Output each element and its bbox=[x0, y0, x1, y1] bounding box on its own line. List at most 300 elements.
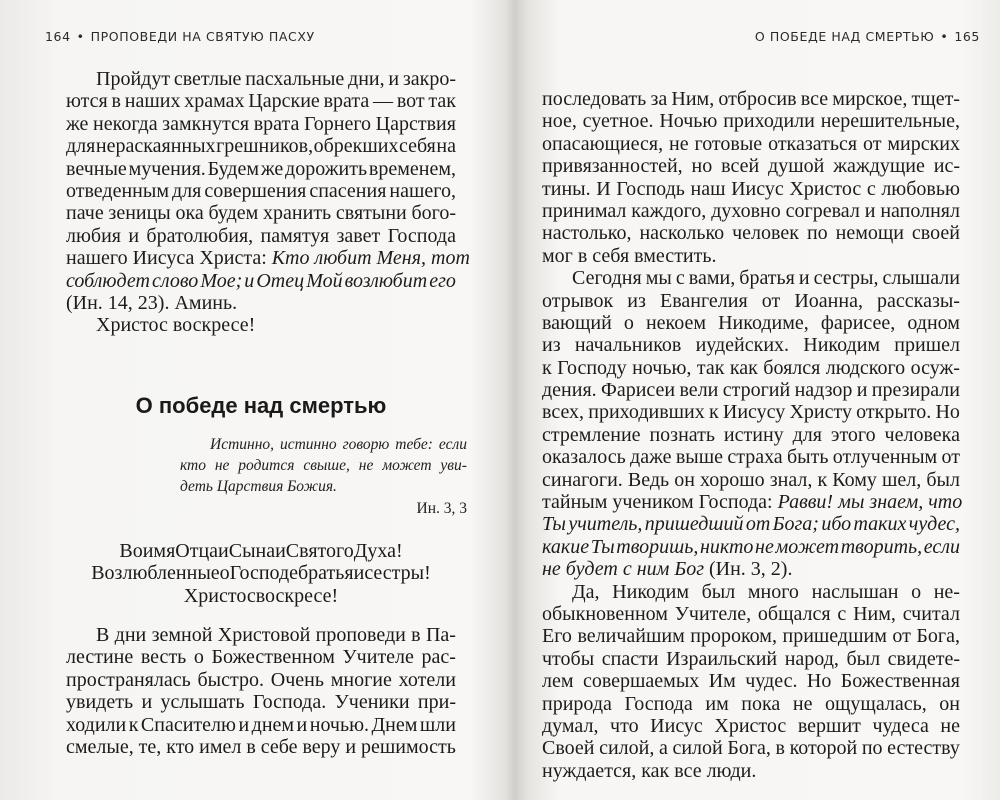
word: его bbox=[429, 269, 456, 292]
word: ночью, bbox=[632, 356, 692, 379]
scripture-quote-line bbox=[542, 513, 960, 535]
word: уви- bbox=[440, 457, 467, 474]
word: суетное. bbox=[582, 110, 654, 133]
word: Спасителю bbox=[140, 713, 236, 736]
scripture-quote-line bbox=[66, 270, 456, 292]
word: Истинно, bbox=[210, 436, 275, 453]
word: из bbox=[542, 334, 561, 357]
word: Но bbox=[806, 670, 832, 693]
word: быстро. bbox=[197, 668, 264, 691]
word: некоем bbox=[645, 311, 707, 334]
word: наслышан bbox=[811, 580, 899, 603]
text-line bbox=[66, 669, 456, 691]
word: ощущалась, bbox=[825, 692, 927, 715]
word: в bbox=[411, 624, 421, 646]
scripture-reference: (Ин. 3, 2). bbox=[704, 558, 793, 581]
word: от bbox=[892, 625, 911, 648]
word: дения. bbox=[542, 379, 597, 402]
word: надзор bbox=[794, 379, 853, 402]
word: Царствия bbox=[375, 112, 456, 135]
text-line bbox=[542, 357, 960, 379]
text-line bbox=[542, 581, 960, 603]
word: и bbox=[141, 691, 153, 714]
word: страха bbox=[727, 446, 783, 469]
word: человек bbox=[732, 222, 799, 245]
word: лестине bbox=[66, 646, 134, 669]
word: пасхальные bbox=[245, 68, 345, 90]
word: Никодим bbox=[612, 580, 689, 603]
word: для bbox=[792, 423, 822, 446]
word: Да, bbox=[572, 580, 600, 603]
word: настолько, bbox=[542, 222, 632, 245]
word: о bbox=[193, 646, 204, 669]
word: он bbox=[674, 468, 695, 491]
word: пришел bbox=[894, 334, 960, 357]
text-line bbox=[542, 648, 960, 670]
word: для bbox=[171, 179, 202, 202]
word: фарисее, bbox=[820, 311, 896, 334]
word: будем bbox=[208, 202, 259, 225]
word: кто bbox=[180, 457, 206, 474]
word: имел bbox=[199, 735, 242, 758]
word: наполнял bbox=[880, 199, 960, 222]
word: если bbox=[923, 535, 960, 558]
word: истинно bbox=[279, 436, 337, 453]
word: вами, bbox=[688, 267, 736, 290]
word: о bbox=[911, 580, 922, 603]
text-line: нуждается, как все люди. bbox=[542, 759, 757, 782]
word: величайшим bbox=[577, 625, 685, 648]
word: слово bbox=[151, 269, 199, 292]
text-line bbox=[542, 312, 960, 334]
text-line bbox=[66, 714, 456, 736]
word: может bbox=[775, 535, 840, 558]
epigraph-line bbox=[180, 434, 467, 455]
word: к bbox=[542, 356, 552, 379]
word: зеницы bbox=[108, 202, 171, 225]
word: а bbox=[658, 737, 668, 760]
word: хотели bbox=[398, 668, 456, 691]
word: был bbox=[926, 468, 960, 491]
word: людского bbox=[825, 356, 906, 379]
word: одном bbox=[907, 311, 960, 334]
word: Ним, bbox=[853, 602, 896, 625]
text-line bbox=[542, 737, 960, 759]
word: и bbox=[238, 713, 250, 736]
word: природа bbox=[542, 692, 612, 715]
word: Днем bbox=[371, 713, 418, 736]
word: сестры! bbox=[364, 562, 431, 585]
word: Никодиме, bbox=[718, 311, 809, 334]
scripture-quote: Равви! мы знаем, что bbox=[777, 491, 963, 514]
word: всей bbox=[721, 155, 760, 178]
word: не- bbox=[933, 580, 960, 603]
word: силой, bbox=[599, 737, 655, 760]
word: и bbox=[798, 267, 810, 290]
word: по bbox=[806, 222, 828, 245]
word: иудейских. bbox=[695, 334, 790, 357]
word: Божественном bbox=[211, 646, 335, 669]
word: Ведь bbox=[627, 468, 670, 491]
epigraph-line: деть Царствия Божия. bbox=[180, 478, 337, 495]
word: оказалось bbox=[542, 446, 626, 469]
word: вели bbox=[679, 379, 719, 402]
text-line bbox=[66, 691, 456, 713]
word: Бога, bbox=[916, 625, 960, 648]
word: кто bbox=[166, 735, 195, 758]
left-head-title: ПРОПОВЕДИ НА СВЯТУЮ ПАСХУ bbox=[90, 29, 315, 44]
word: на bbox=[436, 135, 456, 158]
word: не bbox=[792, 692, 813, 715]
text-line bbox=[66, 90, 456, 112]
word: имя bbox=[142, 540, 176, 562]
word: свидете- bbox=[887, 647, 960, 670]
text-line: (Ин. 14, 23). Аминь. bbox=[66, 291, 238, 314]
word: для bbox=[66, 135, 96, 158]
word: услышать bbox=[160, 691, 245, 714]
word: даже bbox=[630, 446, 672, 469]
word: те, bbox=[138, 735, 162, 758]
word: Им bbox=[708, 670, 736, 693]
word: увидеть bbox=[66, 691, 134, 714]
word: не bbox=[940, 714, 960, 737]
word: земной bbox=[151, 624, 213, 646]
text-line bbox=[542, 469, 960, 491]
word: Учителе, bbox=[674, 602, 752, 625]
word: врата bbox=[323, 90, 370, 113]
word: творишь, bbox=[616, 535, 699, 558]
word: в bbox=[775, 737, 785, 760]
greeting-line bbox=[66, 585, 456, 607]
word: тины. bbox=[542, 177, 591, 200]
word: Горнего bbox=[303, 112, 372, 135]
word: от bbox=[862, 132, 882, 155]
word: опасающиеся, bbox=[542, 132, 664, 155]
word: с bbox=[675, 267, 685, 290]
word: паче bbox=[66, 202, 104, 225]
word: Израильский bbox=[666, 647, 778, 670]
word: отлученным bbox=[832, 446, 938, 469]
word: Па- bbox=[425, 624, 456, 646]
word: Сегодня bbox=[572, 267, 642, 290]
word: Ночью bbox=[659, 110, 718, 133]
word: и bbox=[275, 540, 286, 562]
word: Сына bbox=[228, 540, 276, 562]
word: вечные bbox=[66, 157, 127, 180]
word: думал, bbox=[542, 714, 599, 737]
word: завет bbox=[336, 224, 381, 247]
word: вот bbox=[396, 90, 425, 113]
word: синагоги. bbox=[542, 468, 623, 491]
word: этого bbox=[830, 423, 876, 446]
word: своей bbox=[911, 222, 960, 245]
word: знал, bbox=[769, 468, 813, 491]
word: ока bbox=[175, 202, 204, 225]
word: замкнутся bbox=[162, 112, 250, 135]
right-head-separator: • bbox=[940, 29, 949, 44]
word: немощи bbox=[835, 222, 904, 245]
word: родится bbox=[238, 457, 295, 474]
word: Евангелия bbox=[659, 289, 748, 312]
greeting-line bbox=[66, 562, 456, 584]
word: Фарисеи bbox=[601, 379, 676, 402]
word: совершаемых bbox=[582, 670, 700, 693]
greeting-line bbox=[66, 540, 456, 562]
word: спасения bbox=[309, 179, 387, 202]
greeting bbox=[66, 540, 456, 607]
word: свыше, bbox=[303, 457, 350, 474]
word: в bbox=[246, 735, 256, 758]
word: слышали bbox=[882, 267, 960, 290]
word: не bbox=[358, 457, 374, 474]
word: обрекших bbox=[313, 135, 399, 158]
word: и bbox=[856, 379, 868, 402]
word: быть bbox=[787, 446, 829, 469]
word: какие bbox=[542, 535, 590, 558]
word: и bbox=[244, 269, 255, 292]
word: не bbox=[214, 457, 230, 474]
text-fragment: тайным учеником Господа: bbox=[542, 491, 778, 514]
word: нераскаянных bbox=[95, 135, 216, 158]
text-line bbox=[66, 68, 456, 90]
word: как bbox=[729, 356, 758, 379]
word: Господь bbox=[616, 177, 685, 200]
text-line bbox=[542, 693, 960, 715]
closing-line: Христос воскресе! bbox=[96, 314, 256, 337]
right-head-title: О ПОБЕДЕ НАД СМЕРТЬЮ bbox=[754, 29, 935, 44]
word: по bbox=[861, 737, 883, 760]
word: мирских bbox=[887, 132, 960, 155]
word: но bbox=[691, 155, 713, 178]
word: пришедший bbox=[644, 513, 744, 536]
word: презирали bbox=[871, 379, 960, 402]
word: Будем bbox=[207, 157, 260, 180]
word: нерешительные, bbox=[820, 110, 960, 133]
sermon-opening bbox=[66, 624, 456, 758]
word: днем bbox=[251, 713, 295, 736]
word: весть bbox=[140, 646, 187, 669]
word: познать bbox=[649, 423, 715, 446]
word: любовью bbox=[881, 177, 960, 200]
word: Кому bbox=[832, 468, 877, 491]
word: может bbox=[382, 457, 432, 474]
word: жаждущие bbox=[833, 155, 925, 178]
word: бого- bbox=[411, 202, 456, 225]
word: творить, bbox=[840, 535, 923, 558]
text-line bbox=[542, 446, 960, 468]
word: он bbox=[939, 692, 960, 715]
word: Ученики bbox=[334, 691, 410, 714]
epigraph-line bbox=[180, 455, 467, 476]
text-line bbox=[542, 88, 960, 110]
word: же bbox=[260, 157, 284, 180]
text-line bbox=[542, 334, 960, 356]
text-line bbox=[542, 401, 960, 423]
word: от bbox=[761, 289, 781, 312]
word: Господа. bbox=[252, 691, 327, 714]
epigraph bbox=[180, 434, 467, 497]
word: совершения bbox=[204, 179, 307, 202]
word: вершит bbox=[797, 714, 861, 737]
text-line bbox=[66, 247, 470, 270]
word: чудес, bbox=[908, 513, 960, 536]
word: храмах bbox=[184, 90, 245, 113]
word: ис- bbox=[933, 155, 960, 178]
word: Царские bbox=[248, 90, 320, 113]
word: Возлюбленные bbox=[91, 562, 220, 585]
word: шел, bbox=[882, 468, 922, 491]
word: ночью. bbox=[309, 713, 370, 736]
text-line bbox=[66, 202, 456, 224]
word: Очень bbox=[270, 668, 324, 691]
word: святыни bbox=[335, 202, 407, 225]
word: любия bbox=[66, 224, 121, 247]
word: боялся bbox=[763, 356, 821, 379]
word: дни, bbox=[348, 68, 385, 90]
word: говорю bbox=[342, 436, 390, 453]
word: из bbox=[627, 289, 646, 312]
word: Ты bbox=[542, 513, 566, 536]
word: братья bbox=[739, 267, 795, 290]
word: при- bbox=[417, 691, 456, 714]
word: Мое; bbox=[200, 269, 243, 292]
word: врата bbox=[253, 112, 300, 135]
word: Никодим bbox=[803, 334, 881, 357]
word: и bbox=[296, 713, 308, 736]
word: же bbox=[66, 112, 89, 135]
word: смелые, bbox=[66, 735, 134, 758]
word: принимал bbox=[542, 199, 627, 222]
word: готовые bbox=[694, 132, 763, 155]
word: И bbox=[596, 177, 611, 200]
word: Христос bbox=[714, 714, 787, 737]
word: в bbox=[111, 90, 121, 113]
word: Бога, bbox=[727, 737, 771, 760]
text-fragment: нашего Иисуса Христа: bbox=[66, 247, 272, 270]
word: тебе: bbox=[395, 436, 433, 453]
word: Иисус bbox=[650, 714, 703, 737]
word: светлые bbox=[173, 68, 242, 90]
word: выше bbox=[675, 446, 724, 469]
word: к bbox=[708, 401, 719, 424]
right-page bbox=[515, 0, 1000, 800]
right-page-number: 165 bbox=[954, 29, 980, 44]
word: человека bbox=[884, 423, 960, 446]
word: решимость bbox=[361, 735, 456, 758]
word: хорошо bbox=[700, 468, 765, 491]
text-line bbox=[66, 180, 456, 202]
left-head-separator: • bbox=[76, 29, 85, 44]
sermon-title: О победе над смертью bbox=[135, 393, 387, 418]
word: силой bbox=[672, 737, 723, 760]
text-line bbox=[542, 379, 960, 401]
word: шли bbox=[419, 713, 456, 736]
word: братья bbox=[298, 562, 354, 585]
text-line: мог в себя вместить. bbox=[542, 244, 717, 267]
word: воскресе! bbox=[255, 584, 339, 607]
word: мы bbox=[645, 267, 672, 290]
word: соблюдет bbox=[66, 269, 150, 292]
word: временем, bbox=[368, 157, 456, 180]
word: учитель, bbox=[568, 513, 643, 536]
word: наш bbox=[690, 177, 726, 200]
word: дни bbox=[114, 624, 147, 646]
word: никто bbox=[699, 535, 754, 558]
word: — bbox=[373, 90, 394, 113]
epigraph-reference: Ин. 3, 3 bbox=[416, 500, 467, 517]
word: ибо bbox=[821, 513, 852, 536]
word: Но bbox=[935, 401, 960, 424]
word: Отца bbox=[175, 540, 219, 562]
word: Господа bbox=[624, 692, 693, 715]
word: проповеди bbox=[315, 624, 406, 646]
word: открыто. bbox=[856, 401, 932, 424]
word: Ним, bbox=[671, 88, 715, 110]
word: братолюбия, bbox=[146, 224, 254, 247]
word: рассказы- bbox=[877, 289, 960, 312]
word: Господе bbox=[229, 562, 298, 585]
word: от bbox=[941, 446, 960, 469]
word: Отец bbox=[256, 269, 305, 292]
text-line bbox=[542, 200, 960, 222]
word: грешников, bbox=[216, 135, 314, 158]
left-paragraph-1 bbox=[66, 68, 470, 337]
text-line bbox=[542, 670, 960, 692]
word: Мой bbox=[306, 269, 343, 292]
word: считал bbox=[902, 602, 960, 625]
word: истину bbox=[723, 423, 784, 446]
text-line bbox=[542, 625, 960, 647]
text-line bbox=[542, 133, 960, 155]
text-line bbox=[542, 155, 960, 177]
word: вающий bbox=[542, 311, 612, 334]
word: чудеса bbox=[872, 714, 929, 737]
word: им bbox=[705, 692, 729, 715]
word: Христовой bbox=[217, 624, 311, 646]
word: строгий bbox=[722, 379, 791, 402]
word: памятуя bbox=[260, 224, 330, 247]
word: обыкновенном bbox=[542, 602, 668, 625]
word: Духа! bbox=[353, 540, 403, 562]
word: Христос bbox=[183, 584, 256, 607]
word: себе bbox=[260, 735, 298, 758]
word: согревал bbox=[785, 199, 860, 222]
scripture-quote-line bbox=[542, 536, 960, 558]
word: Своей bbox=[542, 737, 595, 760]
word: всех, bbox=[542, 401, 585, 424]
word: Во bbox=[119, 540, 143, 562]
word: Христос bbox=[789, 177, 862, 200]
word: и bbox=[218, 540, 229, 562]
word: народ, bbox=[784, 647, 839, 670]
word: ются bbox=[66, 90, 108, 113]
word: приходивших bbox=[588, 401, 705, 424]
right-text-block bbox=[542, 88, 963, 782]
word: с bbox=[866, 177, 876, 200]
text-line bbox=[66, 624, 456, 646]
word: ходили bbox=[66, 713, 127, 736]
text-line bbox=[542, 267, 960, 289]
text-line bbox=[542, 491, 963, 514]
word: стремление bbox=[542, 423, 641, 446]
word: Господу bbox=[557, 356, 627, 379]
word: не bbox=[755, 535, 774, 558]
text-line bbox=[66, 113, 456, 135]
word: Иоанна, bbox=[794, 289, 863, 312]
text-line bbox=[66, 225, 456, 247]
word: тщет- bbox=[911, 88, 960, 110]
text-line bbox=[66, 158, 456, 180]
